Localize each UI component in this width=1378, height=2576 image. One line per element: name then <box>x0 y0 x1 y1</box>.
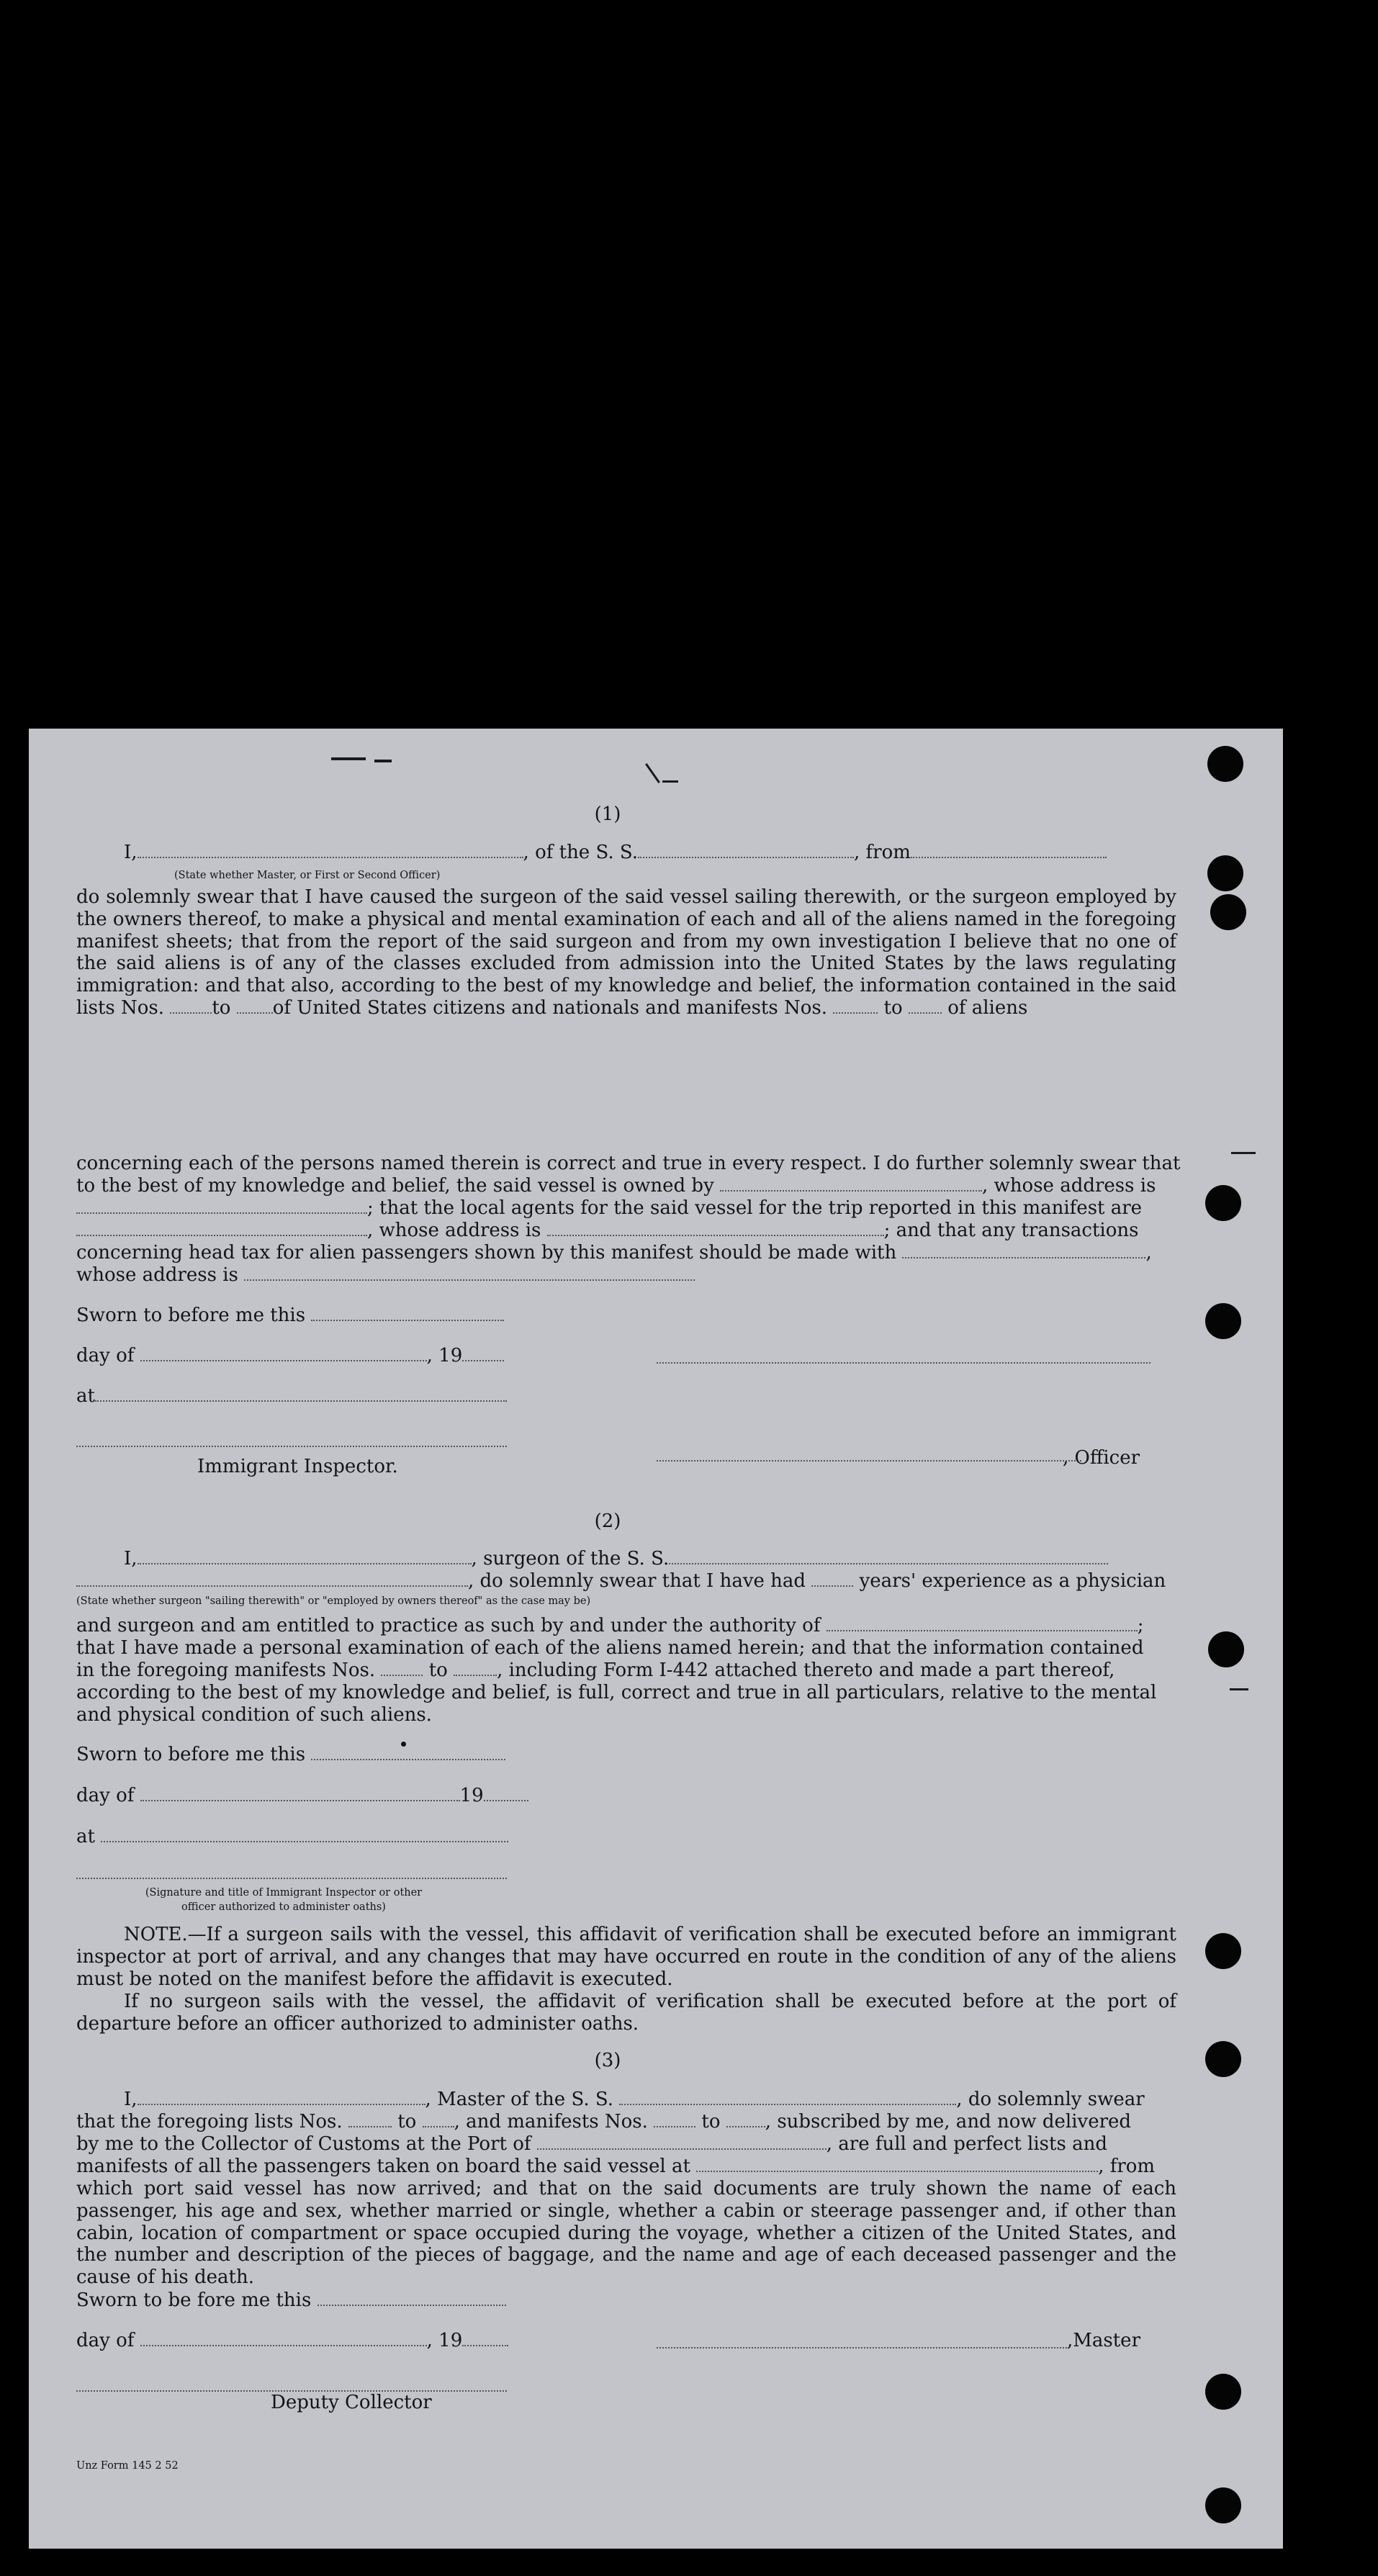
from-label: , from <box>854 842 911 863</box>
sworn-label: Sworn to before me this <box>76 1305 306 1326</box>
year-field[interactable] <box>484 1785 528 1801</box>
section-2-number: (2) <box>594 1510 621 1532</box>
foregoing-line <box>76 1659 1114 1682</box>
of-aliens-label: of aliens <box>947 996 1028 1019</box>
binder-hole <box>1208 1631 1244 1667</box>
day-of-field[interactable] <box>140 1346 427 1361</box>
binder-hole <box>1210 894 1246 930</box>
line-owned <box>76 1175 1156 1197</box>
surgeon-of-label: , surgeon of the S. S. <box>471 1548 670 1570</box>
at-label: at <box>76 1385 95 1407</box>
owner-field[interactable] <box>720 1176 982 1192</box>
ship-name-field[interactable] <box>638 842 854 858</box>
day-of-label: day of <box>76 2330 135 2351</box>
year-field[interactable] <box>462 1346 504 1361</box>
document-page <box>29 729 1283 2549</box>
manifests-all-label: manifests of all the passengers taken on board the said vessel at <box>76 2156 690 2177</box>
citizens-label: of United States citizens and nationals and manifests Nos. <box>272 996 828 1019</box>
section-3-paragraph <box>76 2178 1176 2289</box>
master-signature-line[interactable] <box>657 2347 1067 2348</box>
sworn-label: Sworn to before me this <box>76 1744 306 1765</box>
surgeon-status-field[interactable] <box>76 1571 468 1587</box>
owned-label: to the best of my knowledge and belief, the said vessel is owned by <box>76 1175 714 1197</box>
swear-label: , do solemnly swear that I have had <box>468 1570 806 1592</box>
lists-to-field[interactable] <box>237 998 273 1014</box>
manifests-label: , and manifests Nos. <box>454 2111 648 2133</box>
master-label: ,Master <box>1067 2330 1140 2351</box>
sworn-line-3 <box>76 2289 506 2312</box>
i-label: I, <box>124 2089 138 2110</box>
including-label: , including Form I-442 attached thereto and made a part thereof, <box>497 1659 1115 1681</box>
binder-hole <box>1205 1303 1241 1339</box>
scan-mark <box>1230 1688 1248 1690</box>
day-line-2 <box>76 1785 528 1807</box>
ship-name-field[interactable] <box>619 2089 956 2105</box>
whose-address-label: , whose address is <box>367 1220 541 1241</box>
sworn-line-2 <box>76 1744 505 1766</box>
head-tax-label: concerning head tax for alien passengers shown by this manifest should be made with <box>76 1242 897 1264</box>
collector-line <box>76 2133 1107 2156</box>
owner-address-field[interactable] <box>76 1198 367 1214</box>
exam-line: that I have made a personal examination of each of the aliens named herein; and that the information contained <box>76 1637 1144 1659</box>
boarding-port-field[interactable] <box>696 2156 1098 2172</box>
according-line: according to the best of my knowledge and belief, is full, correct and true in all particulars, relative to the mental <box>76 1682 1157 1703</box>
comma: , <box>1145 1242 1152 1264</box>
year-field[interactable] <box>462 2330 508 2346</box>
binder-hole <box>1205 1933 1241 1969</box>
to-label: to <box>701 2111 721 2133</box>
authority-field[interactable] <box>827 1616 1138 1631</box>
manifest-to-field[interactable] <box>726 2112 765 2127</box>
lists-to-field[interactable] <box>423 2112 454 2127</box>
year-label: , 19 <box>426 1345 463 1366</box>
officer-signature-line[interactable] <box>657 1362 1150 1364</box>
at-line-1 <box>76 1385 507 1408</box>
of-ss-label: , of the S. S. <box>523 842 639 863</box>
manifests-all-line <box>76 2156 1155 2178</box>
sworn-day-field[interactable] <box>311 1305 504 1321</box>
day-of-field[interactable] <box>140 1785 460 1801</box>
from-label: , from <box>1098 2156 1156 2177</box>
lists-from-field[interactable] <box>170 998 212 1014</box>
note-paragraph <box>76 1924 1176 1990</box>
line-concerning: concerning each of the persons named therein is correct and true in every respect. I do further solemnly swear that <box>76 1153 1181 1174</box>
section-1-paragraph <box>76 886 1176 1019</box>
semicolon: ; <box>1137 1615 1144 1636</box>
manifest-to-field[interactable] <box>909 998 942 1014</box>
at-place-field[interactable] <box>95 1386 507 1402</box>
master-note: (State whether Master, or First or Second Officer) <box>174 870 441 881</box>
master-of-label: , Master of the S. S. <box>425 2089 614 2110</box>
section-1-text: do solemnly swear that I have caused the surgeon of the said vessel sailing therewith, or the surgeon employed by the owners thereof, to make a physical and mental examination of each and all of the aliens named in the foregoing manifest sheets; that from the report of the said surgeon and from my own investigation I believe that no one of the said aliens is of any of the classes excluded from admission into the United States by the laws regulating immigration: and that also, according to the best of my knowledge and belief, the information contained in the said lists Nos. <box>76 886 1176 1019</box>
foregoing-label: that the foregoing lists Nos. <box>76 2111 343 2133</box>
from-port-field[interactable] <box>911 842 1107 858</box>
scan-mark <box>662 780 678 783</box>
form-number: Unz Form 145 2 52 <box>76 2460 179 2472</box>
section-1-intro <box>124 842 1107 864</box>
day-line-1 <box>76 1345 504 1367</box>
swear-label: , do solemnly swear <box>956 2089 1145 2110</box>
foregoing-lists-line <box>76 2111 1131 2133</box>
sworn-line-1 <box>76 1305 504 1327</box>
master-name-field[interactable] <box>138 2089 425 2105</box>
no-surgeon-paragraph <box>76 1991 1176 2035</box>
manifest-to-field[interactable] <box>454 1660 497 1676</box>
manifest-from-field[interactable] <box>833 998 878 1014</box>
sworn-label: Sworn to be fore me this <box>76 2289 312 2311</box>
head-tax-address-field[interactable] <box>244 1265 695 1281</box>
years-field[interactable] <box>811 1571 853 1587</box>
binder-hole <box>1207 855 1243 891</box>
transactions-label: ; and that any transactions <box>883 1220 1139 1241</box>
inspector-signature-line[interactable] <box>76 1878 507 1879</box>
surgeon-name-field[interactable] <box>138 1549 472 1564</box>
section-3-intro <box>124 2089 1145 2111</box>
to-label: to <box>883 996 903 1019</box>
signature-note <box>125 1886 442 1914</box>
line-agents-address <box>76 1220 1138 1242</box>
day-of-field[interactable] <box>140 2330 427 2346</box>
scan-mark <box>374 760 392 762</box>
line-local-agents <box>76 1197 1142 1220</box>
sworn-day-field[interactable] <box>318 2290 506 2306</box>
surgeon-ship-field[interactable] <box>669 1549 1108 1564</box>
binder-hole <box>1207 746 1243 782</box>
subscribed-label: , subscribed by me, and now delivered <box>765 2111 1132 2133</box>
to-label: to <box>212 996 231 1019</box>
surgeon-note: (State whether surgeon "sailing therewith" or "employed by owners thereof" as the case may be) <box>76 1595 591 1607</box>
whose-address-label: whose address is <box>76 1264 238 1286</box>
manifest-from-field[interactable] <box>381 1660 423 1676</box>
section-1-number: (1) <box>594 803 621 825</box>
agents-field[interactable] <box>76 1220 367 1236</box>
binder-hole <box>1205 2487 1241 2523</box>
practice-label: and surgeon and am entitled to practice as such by and under the authority of <box>76 1615 821 1636</box>
signature-note-line-1: (Signature and title of Immigrant Inspector or other <box>145 1887 423 1899</box>
physical-line: and physical condition of such aliens. <box>76 1704 432 1726</box>
section-2-intro <box>124 1548 1108 1570</box>
note-text: NOTE.—If a surgeon sails with the vessel, this affidavit of verification shall be executed before an immigrant inspector at port of arrival, and any changes that may have occurred en route in the condition of any of the aliens must be noted on the manifest before the affidavit is executed. <box>76 1924 1176 1990</box>
immigrant-inspector-label: Immigrant Inspector. <box>197 1456 398 1477</box>
practice-line <box>76 1615 1144 1637</box>
day-of-label: day of <box>76 1345 135 1366</box>
officer-label: , Officer <box>1063 1447 1140 1469</box>
local-agents-label: ; that the local agents for the said vessel for the trip reported in this manifest are <box>367 1197 1143 1219</box>
manifest-from-field[interactable] <box>654 2112 695 2127</box>
no-surgeon-text: If no surgeon sails with the vessel, the affidavit of verification shall be executed before at the port of departure before an officer authorized to administer oaths. <box>76 1991 1176 2035</box>
master-name-field[interactable] <box>138 842 523 858</box>
full-lists-label: , are full and perfect lists and <box>826 2133 1107 2155</box>
whose-address-label: , whose address is <box>982 1175 1156 1197</box>
port-field[interactable] <box>537 2134 827 2150</box>
scan-mark <box>331 757 366 760</box>
collector-label: by me to the Collector of Customs at the Port of <box>76 2133 531 2155</box>
binder-hole <box>1205 2374 1241 2410</box>
day-of-label: day of <box>76 1785 135 1806</box>
head-tax-field[interactable] <box>902 1243 1145 1258</box>
year-label: , 19 <box>426 2330 463 2351</box>
lists-from-field[interactable] <box>348 2112 392 2127</box>
at-label: at <box>76 1826 95 1847</box>
line-whose-address <box>76 1264 695 1287</box>
section-2-swear <box>76 1570 1166 1593</box>
i-label: I, <box>124 1548 138 1570</box>
year-label: 19 <box>459 1785 484 1806</box>
officer-name-line[interactable] <box>657 1460 1081 1462</box>
deputy-collector-label: Deputy Collector <box>271 2392 432 2413</box>
scan-mark <box>645 763 660 783</box>
scan-mark <box>1231 1152 1256 1154</box>
day-line-3 <box>76 2330 508 2352</box>
section-3-text: which port said vessel has now arrived; and that on the said documents are truly shown the name of each passenger, his age and sex, whether married or single, whether a cabin or steerage passenger and, if other than cabin, location of compartment or space occupied during the voyage, whether a citizen of the United States, and the number and description of the pieces of baggage, and the name and age of each deceased passenger and the cause of his death. <box>76 2178 1176 2289</box>
sworn-day-field[interactable] <box>311 1744 505 1760</box>
i-label: I, <box>124 842 138 863</box>
to-label: to <box>428 1659 448 1681</box>
section-3-number: (3) <box>594 2050 621 2071</box>
agents-address-field[interactable] <box>547 1220 884 1236</box>
foregoing-label: in the foregoing manifests Nos. <box>76 1659 376 1681</box>
at-line-2 <box>76 1826 508 1848</box>
years-label: years' experience as a physician <box>859 1570 1166 1592</box>
signature-note-line-2: officer authorized to administer oaths) <box>181 1901 386 1913</box>
line-head-tax <box>76 1242 1152 1264</box>
to-label: to <box>397 2111 417 2133</box>
binder-hole <box>1205 2041 1241 2077</box>
at-place-field[interactable] <box>101 1827 508 1842</box>
binder-hole <box>1205 1185 1241 1221</box>
inspector-signature-line[interactable] <box>76 1446 507 1447</box>
